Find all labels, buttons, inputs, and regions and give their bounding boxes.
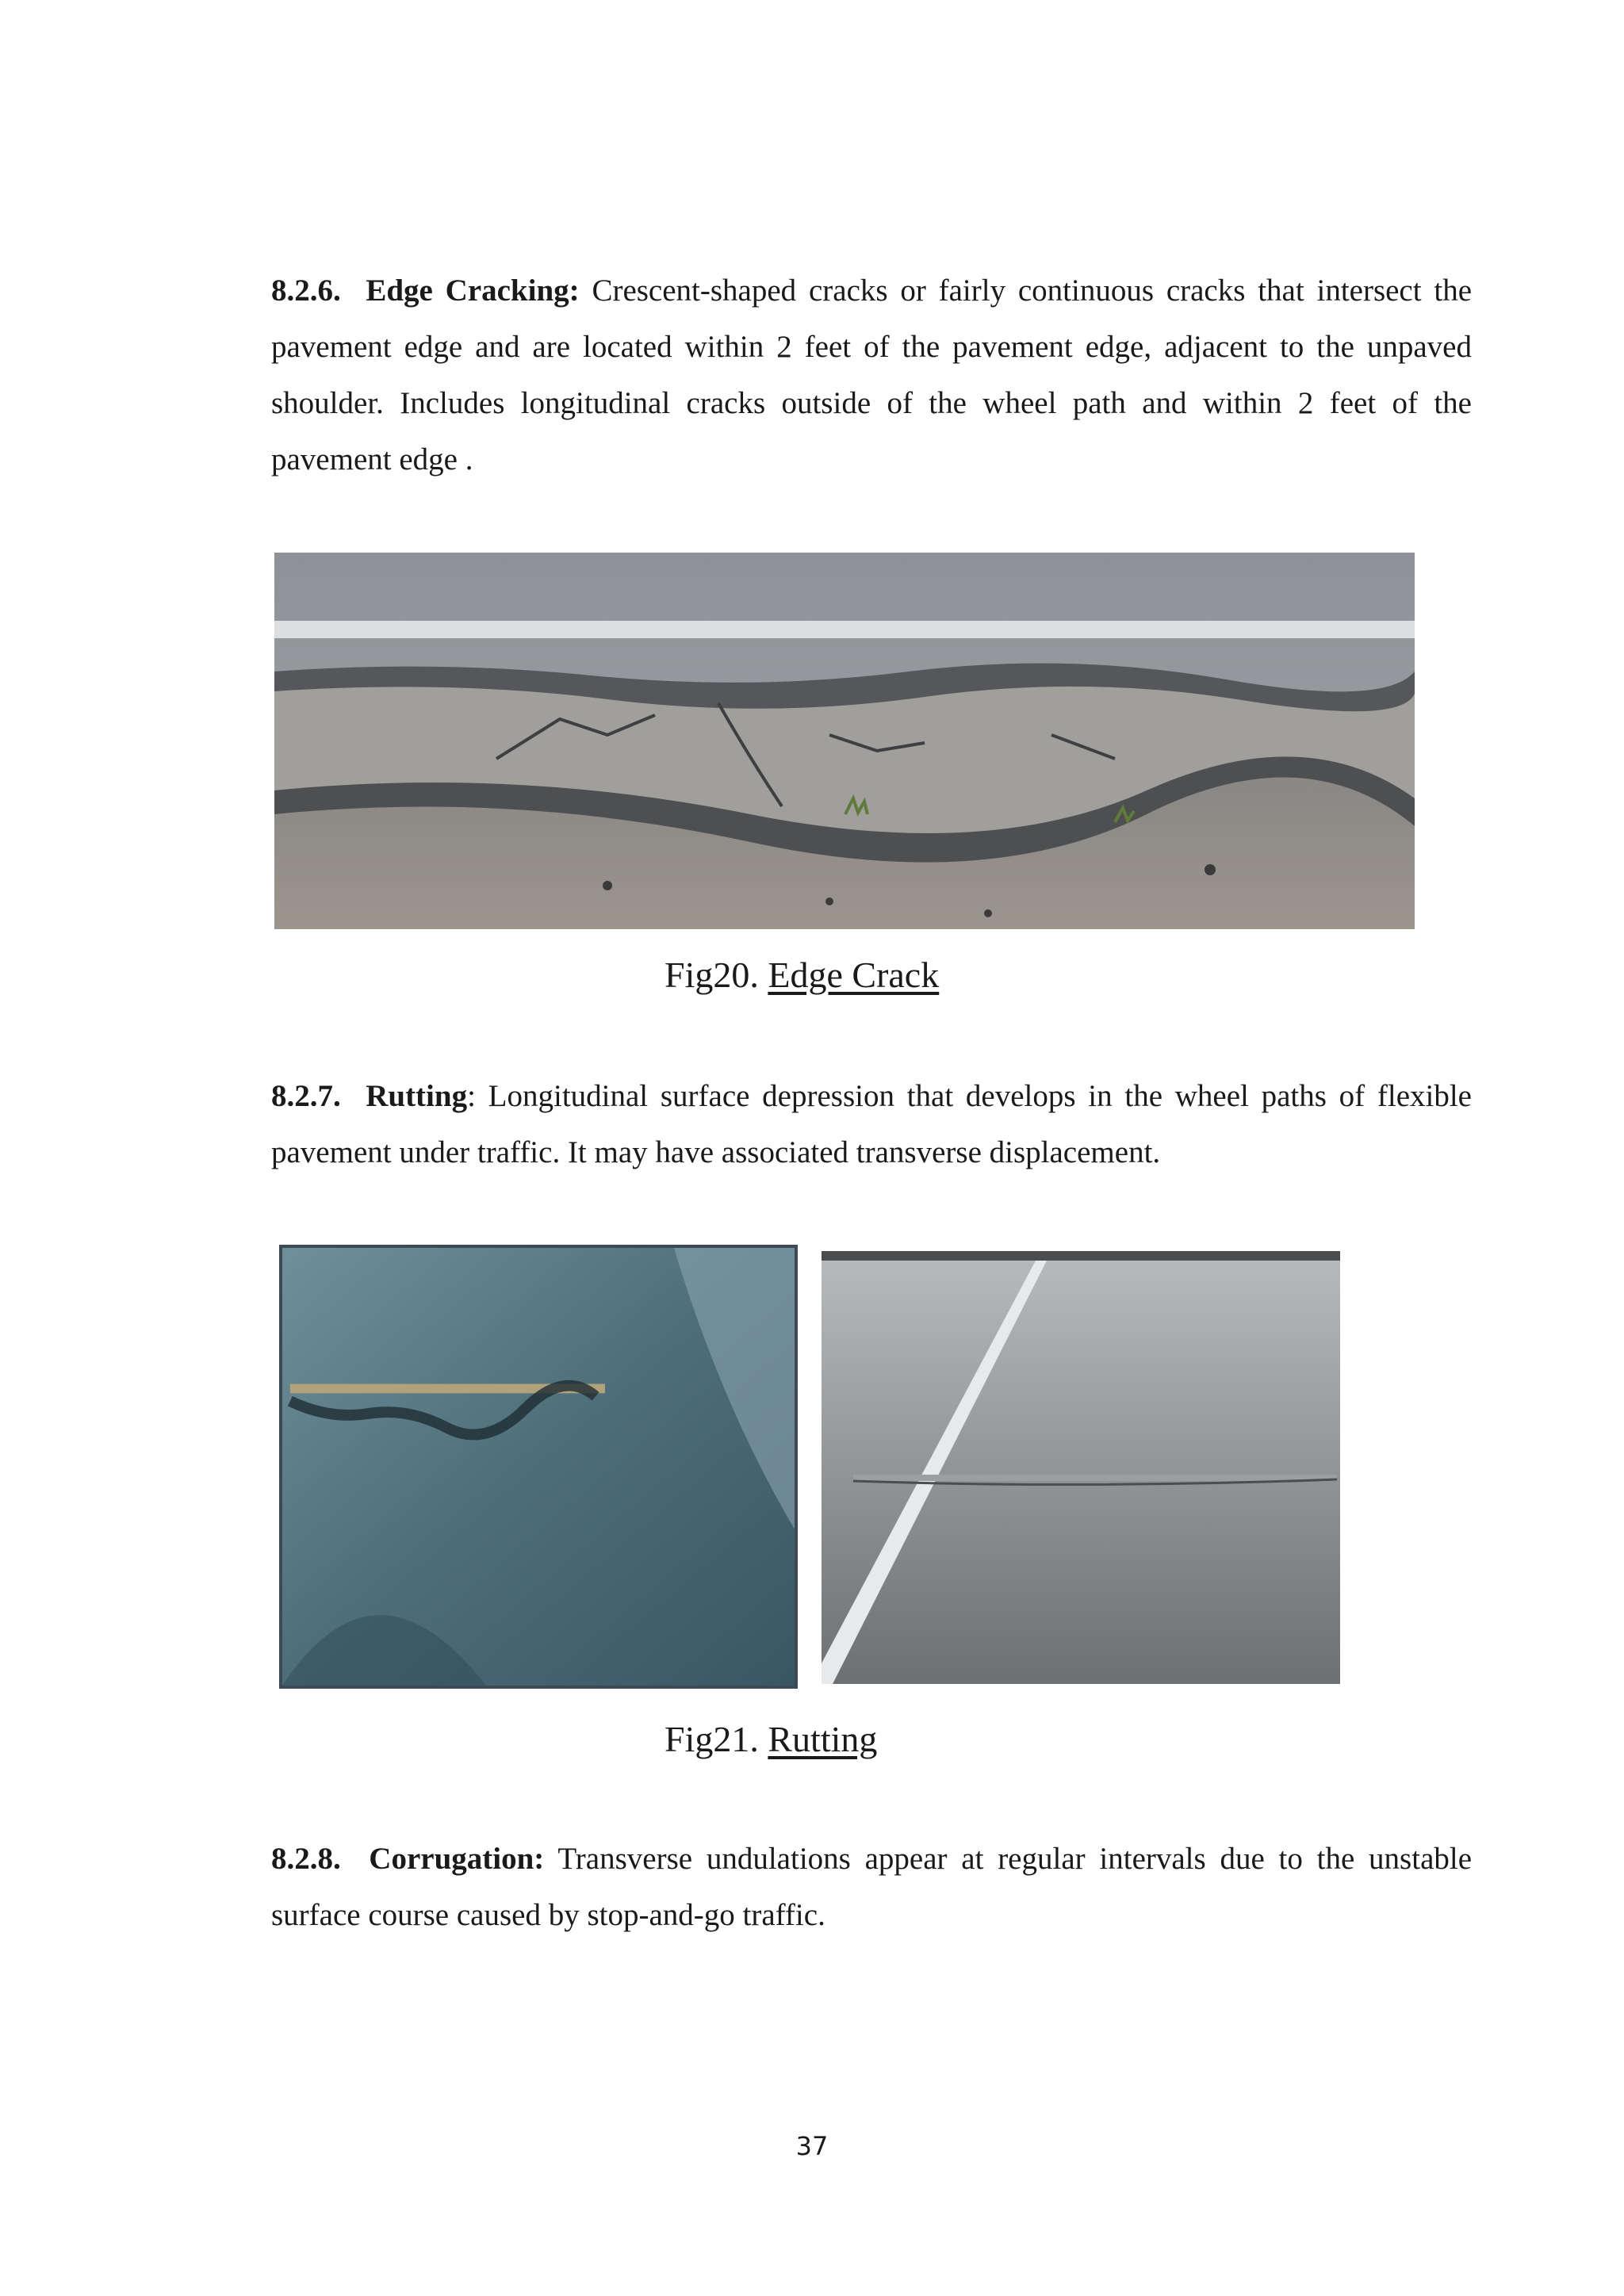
section-heading: Rutting <box>366 1079 468 1113</box>
section-8-2-6-paragraph <box>271 262 1472 488</box>
rutting-photo-right <box>822 1251 1340 1684</box>
page-number: 37 <box>795 2131 829 2161</box>
section-number: 8.2.6. <box>271 274 341 308</box>
rutting-photo-left <box>279 1245 798 1689</box>
figure-20-caption <box>665 953 939 997</box>
section-number: 8.2.7. <box>271 1079 341 1113</box>
section-8-2-8-paragraph <box>271 1831 1472 1943</box>
figure-21-caption <box>665 1717 877 1762</box>
section-heading: Corrugation: <box>369 1842 545 1876</box>
figure-label: Fig20. <box>665 955 759 995</box>
figure-label: Fig21. <box>665 1719 759 1759</box>
section-number: 8.2.8. <box>271 1842 341 1876</box>
section-body: Crescent-shaped cracks or fairly continuous cracks that intersect the pavement edge and are located within 2 feet of the pavement edge, adjacent to the unpaved shoulder. Includes longitudinal cracks outside of the wheel path and within 2 feet of the pavement edge . <box>271 274 1473 476</box>
section-body: Longitudinal surface depression that develops in the wheel paths of flexible pavement under traffic. It may have associated transverse displacement. <box>271 1079 1472 1169</box>
edge-crack-photo <box>274 553 1415 929</box>
section-body: Transverse undulations appear at regular intervals due to the unstable surface course caused by stop-and-go traffic. <box>271 1842 1473 1932</box>
heading-punctuation: : <box>467 1079 476 1113</box>
figure-title: Rutting <box>768 1719 878 1759</box>
section-8-2-7-paragraph <box>271 1068 1472 1181</box>
figure-title: Edge Crack <box>768 955 940 995</box>
section-heading: Edge Cracking: <box>366 274 580 308</box>
